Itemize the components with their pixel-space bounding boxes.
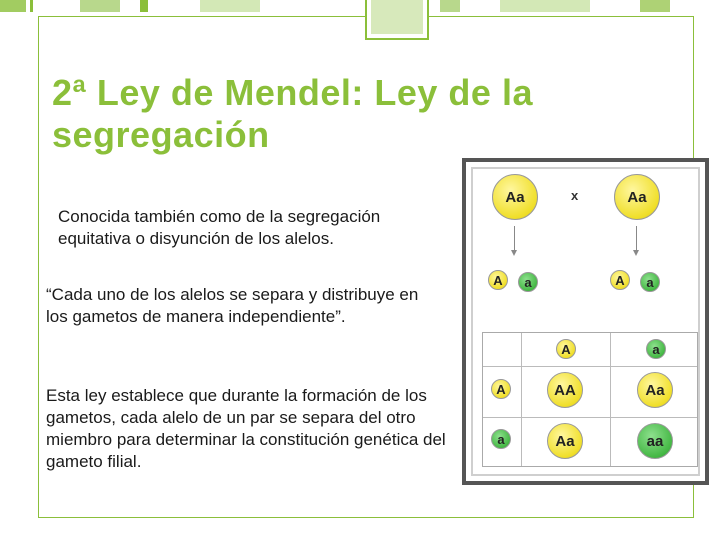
cell-AA	[547, 372, 583, 408]
cell-AA-label: AA	[554, 381, 576, 399]
col-header-1	[556, 339, 576, 359]
decorative-stripe	[80, 0, 120, 12]
row-header-1	[491, 379, 511, 399]
decorative-stripe	[500, 0, 590, 12]
grid-line	[483, 417, 697, 418]
decorative-stripe	[140, 0, 148, 12]
cell-Aa-bottom-label: Aa	[555, 432, 575, 450]
punnett-figure	[462, 158, 709, 485]
grid-line	[483, 366, 697, 367]
punnett-grid	[482, 332, 698, 467]
gamete-1a	[488, 270, 508, 290]
paragraph-definition: Conocida también como de la segregación equitativa o disyunción de los alelos.	[58, 207, 381, 248]
decorative-stripe	[30, 0, 33, 12]
col-header-2	[646, 339, 666, 359]
paragraph-explanation: Esta ley establece que durante la formación de los gametos, cada alelo de un par se separa del otro miembro para determinar la constitución genética del gameto filial.	[46, 386, 446, 471]
gamete-2a-label: A	[615, 272, 625, 288]
gamete-2b-label: a	[646, 274, 654, 290]
cell-Aa-bottom	[547, 423, 583, 459]
gamete-1b-label: a	[524, 274, 532, 290]
decorative-stripe	[440, 0, 460, 12]
cell-aa	[637, 423, 673, 459]
decorative-stripe	[200, 0, 260, 12]
arrowhead-parent-2	[633, 250, 639, 256]
gamete-1a-label: A	[493, 272, 503, 288]
slide-title: 2ª Ley de Mendel: Ley de la segregación	[52, 72, 533, 155]
parent-2-label: Aa	[627, 188, 647, 206]
arrowhead-parent-1	[511, 250, 517, 256]
row-header-2	[491, 429, 511, 449]
paragraph-quote: “Cada uno de los alelos se separa y distribuye en los gametos de manera independiente”.	[46, 285, 419, 326]
cell-Aa-top	[637, 372, 673, 408]
col-header-2-label: a	[652, 341, 660, 357]
parent-1-label: Aa	[505, 188, 525, 206]
col-header-1-label: A	[561, 341, 571, 357]
parent-2-circle	[614, 174, 660, 220]
cell-Aa-top-label: Aa	[645, 381, 665, 399]
arrow-parent-2	[636, 226, 637, 252]
cross-symbol: x	[571, 188, 579, 203]
grid-line	[521, 333, 522, 466]
decorative-stripe	[640, 0, 670, 12]
gamete-2b	[640, 272, 660, 292]
grid-line	[610, 333, 611, 466]
cell-aa-label: aa	[646, 432, 664, 450]
row-header-2-label: a	[497, 431, 505, 447]
gamete-2a	[610, 270, 630, 290]
row-header-1-label: A	[496, 381, 506, 397]
decorative-stripe	[0, 0, 26, 12]
parent-1-circle	[492, 174, 538, 220]
gamete-1b	[518, 272, 538, 292]
title-tab-fill	[371, 0, 423, 34]
arrow-parent-1	[514, 226, 515, 252]
